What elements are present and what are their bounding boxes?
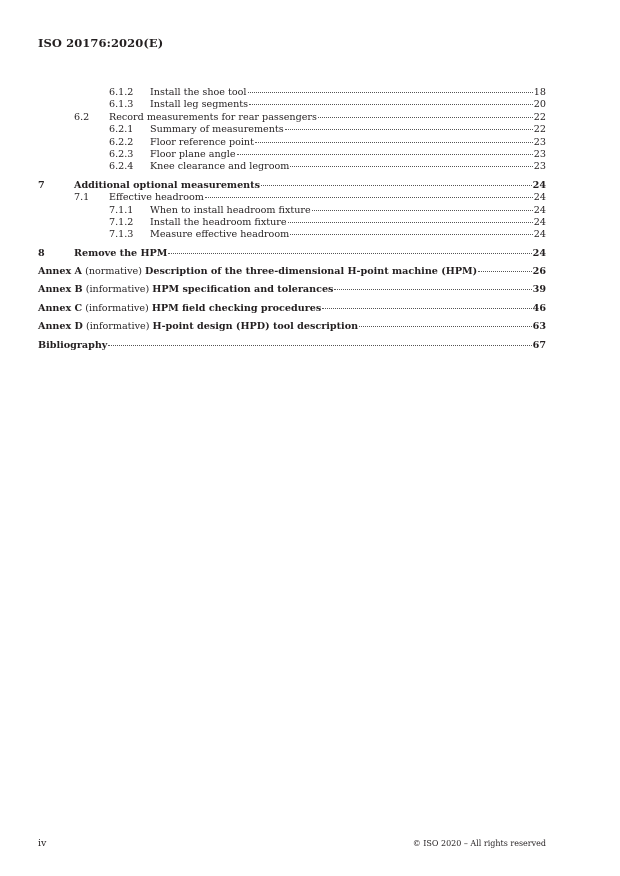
annex-title: H-point design (HPD) tool description <box>152 321 359 333</box>
dot-leader <box>334 289 531 290</box>
footer-page-number: iv <box>38 838 47 849</box>
annex-heading <box>38 266 477 278</box>
toc-entry-title: Knee clearance and legroom <box>150 161 290 173</box>
toc-entry-6-2-3[interactable] <box>38 149 546 161</box>
toc-entry-title: Effective headroom <box>109 192 204 204</box>
dot-leader <box>249 104 533 105</box>
toc-entry-title-wrap <box>150 137 546 149</box>
toc-entry-title: Record measurements for rear passengers <box>109 111 317 123</box>
toc-entry-number: 6.1.2 <box>109 87 134 98</box>
toc-entry-number: 6.2.3 <box>109 148 134 160</box>
toc-bibliography[interactable] <box>38 340 546 352</box>
toc-entry-page: 26 <box>532 266 546 278</box>
toc-entry-number: 6.2.2 <box>109 136 134 148</box>
dot-leader <box>318 117 533 118</box>
toc-entry-title-wrap <box>38 340 546 352</box>
toc-entry-page: 24 <box>533 192 546 204</box>
toc-entry-page: 23 <box>533 136 546 148</box>
toc-annex-c[interactable] <box>38 303 546 315</box>
footer-copyright: © ISO 2020 – All rights reserved <box>412 839 546 848</box>
toc-entry-page: 22 <box>533 124 546 136</box>
dot-leader <box>237 154 533 155</box>
toc-entry-title-wrap <box>150 229 546 241</box>
toc-entry-title-wrap <box>74 180 546 192</box>
toc-entry-title: Install the shoe tool <box>150 87 247 98</box>
toc-entry-title-wrap <box>38 321 546 333</box>
toc-annex-b[interactable] <box>38 284 546 296</box>
toc-entry-title-wrap <box>150 205 546 217</box>
toc-entry-page: 39 <box>532 284 546 296</box>
dot-leader <box>290 234 533 235</box>
toc-entry-page: 18 <box>533 87 546 98</box>
toc-entry-7-1[interactable] <box>38 192 546 204</box>
annex-type: (informative) <box>85 302 149 314</box>
annex-type: (informative) <box>85 284 150 296</box>
document-header: ISO 20176:2020(E) <box>38 36 164 50</box>
table-of-contents <box>38 87 546 352</box>
toc-entry-title: Summary of measurements <box>150 124 284 136</box>
toc-entry-number: 7.1.1 <box>109 204 134 216</box>
dot-leader <box>108 345 531 346</box>
annex-label: Annex C <box>38 302 83 314</box>
toc-entry-page: 23 <box>533 161 546 173</box>
toc-entry-title: When to install headroom fixture <box>150 204 311 216</box>
toc-entry-6-1-2[interactable] <box>38 87 546 99</box>
toc-entry-page: 22 <box>533 111 546 123</box>
annex-label: Annex D <box>38 321 83 333</box>
toc-entry-title-wrap <box>150 161 546 173</box>
annex-type: (informative) <box>85 321 150 333</box>
toc-entry-title-wrap <box>150 124 546 136</box>
toc-entry-page: 24 <box>533 216 546 228</box>
toc-entry-title-wrap <box>109 192 546 204</box>
dot-leader <box>205 197 533 198</box>
toc-entry-number: 6.2 <box>74 111 90 123</box>
dot-leader <box>359 326 532 327</box>
toc-entry-page: 24 <box>532 179 546 191</box>
toc-entry-page: 20 <box>533 99 546 111</box>
dot-leader <box>168 253 531 254</box>
toc-entry-7[interactable] <box>38 180 546 192</box>
toc-entry-title: Measure effective headroom <box>150 229 290 241</box>
annex-heading <box>38 321 358 333</box>
toc-entry-page: 67 <box>532 339 546 351</box>
toc-entry-7-1-1[interactable] <box>38 205 546 217</box>
toc-entry-title: Floor plane angle <box>150 148 236 160</box>
toc-entry-title-wrap <box>150 99 546 111</box>
toc-entry-title-wrap <box>38 303 546 315</box>
annex-heading <box>38 284 333 296</box>
toc-entry-7-1-3[interactable] <box>38 229 546 241</box>
toc-entry-page: 46 <box>532 302 546 314</box>
toc-entry-title-wrap <box>150 149 546 161</box>
toc-entry-number: 6.2.4 <box>109 161 134 173</box>
annex-title: HPM specification and tolerances <box>152 284 334 296</box>
annex-title: HPM field checking procedures <box>151 302 322 314</box>
toc-entry-title: Bibliography <box>38 339 108 351</box>
toc-entry-page: 24 <box>533 229 546 241</box>
toc-entry-8[interactable] <box>38 248 546 260</box>
dot-leader <box>478 271 531 272</box>
toc-entry-title: Floor reference point <box>150 136 254 148</box>
toc-entry-page: 23 <box>533 148 546 160</box>
dot-leader <box>255 142 533 143</box>
toc-entry-title: Remove the HPM <box>74 247 168 259</box>
toc-entry-title-wrap <box>150 87 546 99</box>
dot-leader <box>290 166 532 167</box>
toc-annex-d[interactable] <box>38 321 546 333</box>
dot-leader <box>288 222 533 223</box>
toc-entry-title-wrap <box>74 248 546 260</box>
dot-leader <box>248 92 533 93</box>
dot-leader <box>285 129 533 130</box>
annex-label: Annex B <box>38 284 83 296</box>
toc-entry-title-wrap <box>150 217 546 229</box>
annex-label: Annex A <box>38 266 83 278</box>
toc-entry-number: 7 <box>38 179 45 191</box>
toc-entry-page: 24 <box>532 247 546 259</box>
toc-entry-6-2-2[interactable] <box>38 137 546 149</box>
toc-annex-a[interactable] <box>38 266 546 278</box>
toc-entry-title-wrap <box>38 266 546 278</box>
toc-entry-page: 24 <box>533 204 546 216</box>
toc-entry-page: 63 <box>532 321 546 333</box>
annex-title: Description of the three-dimensional H-point machine (HPM) <box>145 266 478 278</box>
toc-entry-number: 7.1.3 <box>109 229 134 241</box>
toc-entry-number: 6.1.3 <box>109 99 134 111</box>
toc-entry-6-1-3[interactable] <box>38 99 546 111</box>
toc-entry-number: 8 <box>38 247 45 259</box>
annex-heading <box>38 303 321 315</box>
dot-leader <box>322 308 531 309</box>
toc-entry-title: Additional optional measurements <box>74 179 260 191</box>
toc-entry-number: 7.1 <box>74 192 90 204</box>
toc-entry-title: Install leg segments <box>150 99 249 111</box>
toc-entry-title: Install the headroom fixture <box>150 216 287 228</box>
dot-leader <box>261 185 532 186</box>
toc-entry-6-2[interactable] <box>38 112 546 124</box>
dot-leader <box>312 210 533 211</box>
annex-type: (normative) <box>85 266 142 278</box>
toc-entry-6-2-4[interactable] <box>38 161 546 173</box>
toc-entry-7-1-2[interactable] <box>38 217 546 229</box>
toc-entry-number: 6.2.1 <box>109 124 134 136</box>
toc-entry-6-2-1[interactable] <box>38 124 546 136</box>
toc-entry-title-wrap <box>109 112 546 124</box>
toc-entry-title-wrap <box>38 284 546 296</box>
toc-entry-number: 7.1.2 <box>109 216 134 228</box>
